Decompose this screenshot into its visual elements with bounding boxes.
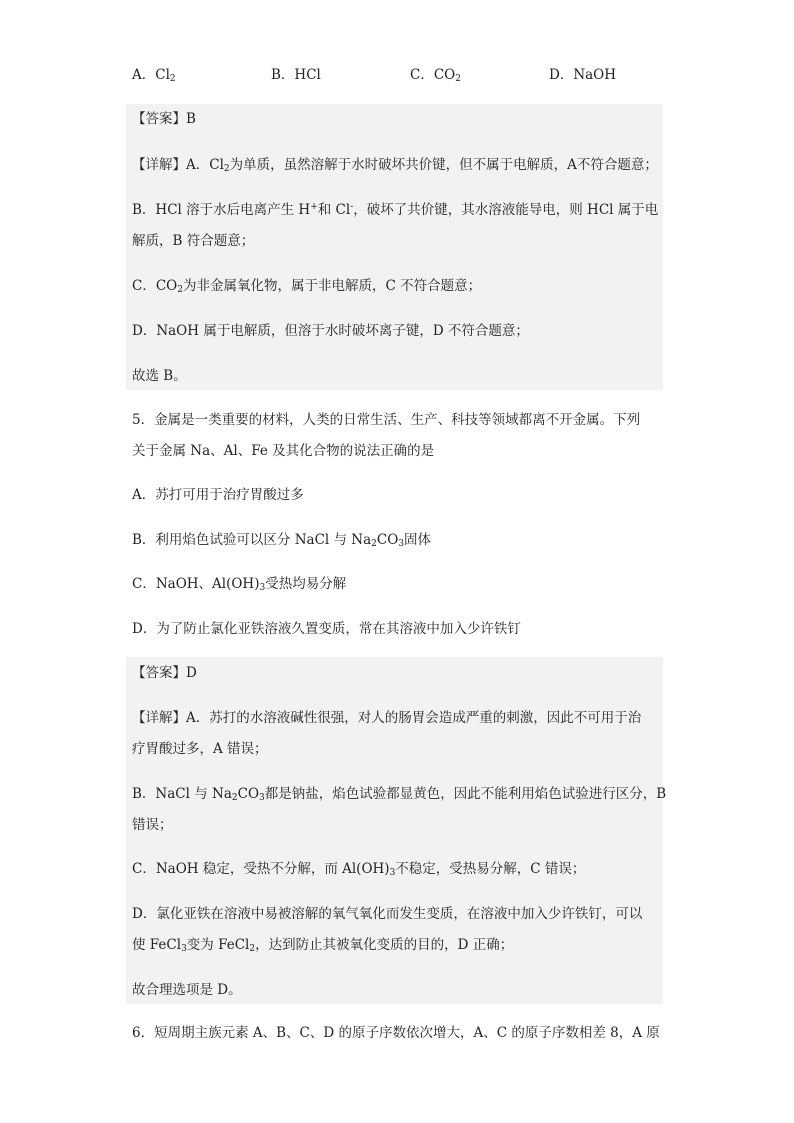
q4-detail-line-5: D．NaOH 属于电解质，但溶于水时破坏离子键，D 不符合题意； (132, 323, 529, 339)
q5-detail-line-4: 错误； (132, 817, 173, 833)
q5-detail-line-5: C．NaOH 稳定，受热不分解，而 $Al(OH)_3$不稳定，受热易分解，C 错误； (132, 861, 586, 878)
q6-stem-line-1: 6．短周期主族元素 A、B、C、D 的原子序数依次增大，A、C 的原子序数相差 8，A 原 (132, 1025, 660, 1041)
q4-option-c: C．$CO_2$ (410, 67, 461, 84)
q5-detail-line-2: 疗胃酸过多，A 错误； (132, 741, 268, 757)
q5-option-b: B．利用焰色试验可以区分 NaCl 与 $Na_2CO_3$固体 (132, 532, 432, 549)
q5-detail-line-1: 【详解】A．苏打的水溶液碱性很强，对人的肠胃会造成严重的刺激，因此不可用于治 (132, 710, 642, 726)
q5-detail-line-6: D．氯化亚铁在溶液中易被溶解的氧气氧化而发生变质，在溶液中加入少许铁钉，可以 (132, 906, 643, 922)
q5-stem-line-2: 关于金属 Na、Al、Fe 及其化合物的说法正确的是 (132, 443, 435, 459)
q4-detail-line-1: 【详解】A．$Cl_2$为单质，虽然溶解于水时破坏共价键，但不属于电解质，A不符合题意； (132, 157, 658, 174)
q4-answer: 【答案】B (132, 111, 196, 127)
q5-detail-line-7: 使 FeCl$_3$变为 FeCl$_2$，达到防止其被氧化变质的目的，D 正确； (132, 937, 514, 954)
q5-option-c: C．NaOH、$Al(OH)_3$受热均易分解 (132, 576, 347, 593)
q4-detail-line-4: C．$CO_2$为非金属氧化物，属于非电解质，C 不符合题意； (132, 278, 482, 295)
q4-option-b: B．HCl (271, 67, 321, 83)
q5-stem-line-1: 5．金属是一类重要的材料，人类的日常生活、生产、科技等领域都离不开金属。下列 (132, 412, 641, 428)
q4-detail-line-3: 解质，B 符合题意； (132, 233, 255, 249)
q5-detail-line-8: 故合理选项是 D。 (132, 982, 242, 998)
q4-detail-line-6: 故选 B。 (132, 368, 187, 384)
q4-option-d: D．NaOH (549, 67, 617, 83)
q5-answer: 【答案】D (132, 665, 197, 681)
q5-detail-line-3: B．NaCl 与 $Na_2CO_3$都是钠盐，焰色试验都显黄色，因此不能利用焰色试验进行区分，B (132, 786, 667, 803)
q4-detail-line-2: B．HCl 溶于水后电离产生 H+和 Cl-，破坏了共价键，其水溶液能导电，则 HCl 属于电 (132, 202, 659, 218)
q5-option-d: D．为了防止氯化亚铁溶液久置变质，常在其溶液中加入少许铁钉 (132, 621, 521, 637)
q5-option-a: A．苏打可用于治疗胃酸过多 (132, 487, 304, 503)
q4-option-a: A．$Cl_2$ (132, 67, 176, 84)
